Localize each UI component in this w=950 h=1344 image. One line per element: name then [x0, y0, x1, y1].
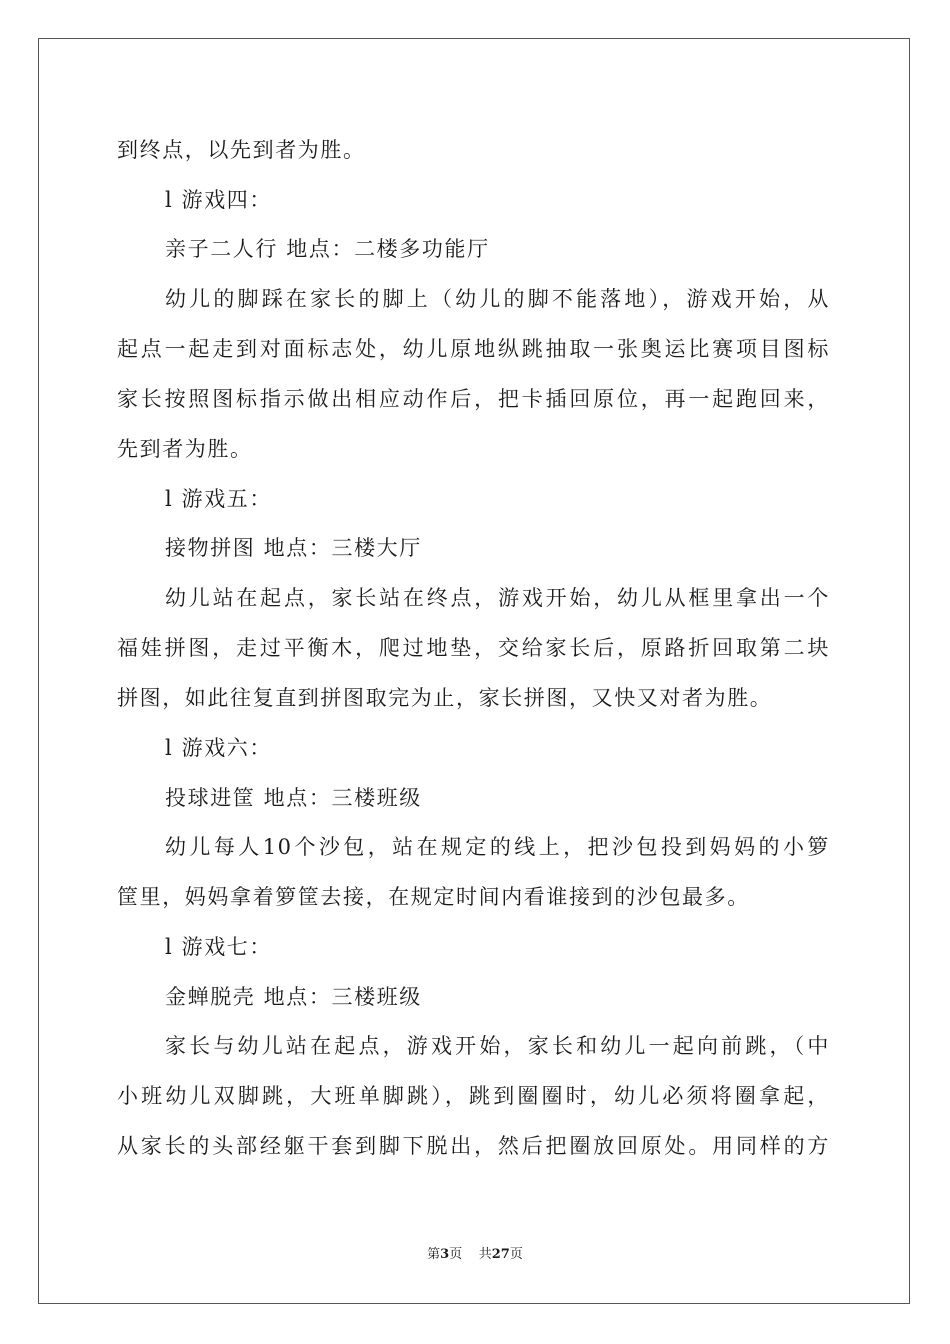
footer-page-number: 3	[440, 1247, 450, 1262]
text-line-12: 拼图，如此往复直到拼图取完为止，家长拼图，又快又对者为胜。	[117, 686, 773, 710]
game-title-location-4: 亲子二人行 地点：二楼多功能厅	[165, 237, 490, 261]
game-title-location-6: 投球进筐 地点：三楼班级	[165, 786, 422, 810]
text-line-19: 家长与幼儿站在起点，游戏开始，家长和幼儿一起向前跳，（中	[165, 1034, 830, 1058]
footer-page-suffix: 页	[449, 1247, 463, 1262]
text-line-16: 筐里，妈妈拿着箩筐去接，在规定时间内看谁接到的沙包最多。	[117, 885, 750, 909]
text-line-20: 小班幼儿双脚跳，大班单脚跳），跳到圈圈时，幼儿必须将圈拿起，	[117, 1084, 830, 1108]
section-heading-game-4: l 游戏四：	[165, 188, 272, 212]
text-line-15: 幼儿每人10个沙包，站在规定的线上，把沙包投到妈妈的小箩	[165, 835, 830, 859]
text-line-7: 先到者为胜。	[117, 437, 253, 461]
footer-total-pages: 27	[491, 1247, 510, 1262]
page-footer	[0, 1246, 950, 1264]
text-line-6: 家长按照图标指示做出相应动作后，把卡插回原位，再一起跑回来，	[117, 387, 830, 411]
footer-total-prefix: 共	[478, 1247, 492, 1262]
footer-page-prefix: 第	[427, 1247, 441, 1262]
page-border	[38, 38, 910, 1304]
text-line-1: 到终点，以先到者为胜。	[117, 138, 366, 162]
game-title-location-5: 接物拼图 地点：三楼大厅	[165, 536, 422, 560]
game-title-location-7: 金蝉脱壳 地点：三楼班级	[165, 985, 422, 1009]
footer-total-suffix: 页	[509, 1247, 523, 1262]
text-line-10: 幼儿站在起点，家长站在终点，游戏开始，幼儿从框里拿出一个	[165, 586, 830, 610]
section-heading-game-5: l 游戏五：	[165, 487, 272, 511]
text-line-4: 幼儿的脚踩在家长的脚上（幼儿的脚不能落地），游戏开始，从	[165, 287, 830, 311]
section-heading-game-7: l 游戏七：	[165, 935, 272, 959]
text-line-5: 起点一起走到对面标志处，幼儿原地纵跳抽取一张奥运比赛项目图标	[117, 337, 830, 361]
text-line-11: 福娃拼图，走过平衡木，爬过地垫，交给家长后，原路折回取第二块	[117, 636, 830, 660]
text-line-21: 从家长的头部经躯干套到脚下脱出，然后把圈放回原处。用同样的方	[117, 1134, 830, 1158]
section-heading-game-6: l 游戏六：	[165, 736, 272, 760]
